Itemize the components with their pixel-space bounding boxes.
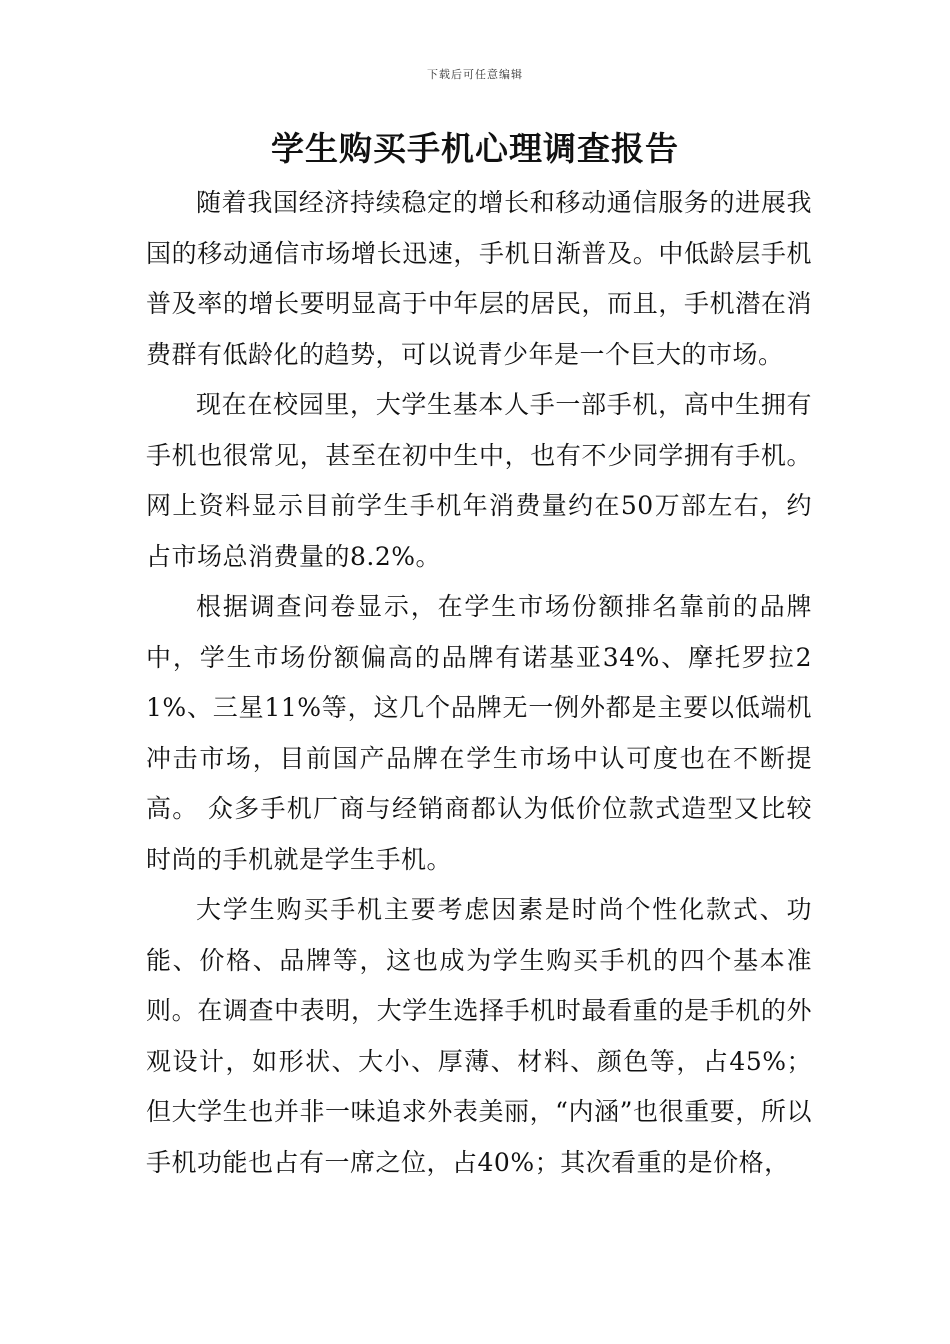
document-title: 学生购买手机心理调查报告	[271, 129, 679, 168]
paragraph-1: 随着我国经济持续稳定的增长和移动通信服务的进展我国的移动通信市场增长迅速，手机日渐普及。中低龄层手机普及率的增长要明显高于中年层的居民，而且，手机潜在消费群有低龄化的趋势，可以说青少年是一个巨大的市场。	[146, 188, 812, 369]
paragraph-3: 根据调查问卷显示，在学生市场份额排名靠前的品牌中，学生市场份额偏高的品牌有诺基亚34%、摩托罗拉21%、三星11%等，这几个品牌无一例外都是主要以低端机冲击市场，目前国产品牌在学生市场中认可度也在不断提高。 众多手机厂商与经销商都认为低价位款式造型又比较时尚的手机就是学生手机。	[146, 592, 812, 874]
header-note: 下载后可任意编辑	[427, 68, 523, 81]
paragraph-4: 大学生购买手机主要考虑因素是时尚个性化款式、功能、价格、品牌等，这也成为学生购买手机的四个基本准则。在调查中表明，大学生选择手机时最看重的是手机的外观设计，如形状、大小、厚薄、材料、颜色等，占45%；但大学生也并非一味追求外表美丽，“内涵”也很重要，所以手机功能也占有一席之位，占40%；其次看重的是价格，	[146, 895, 812, 1177]
document-body	[146, 178, 812, 1188]
paragraph-2: 现在在校园里，大学生基本人手一部手机，高中生拥有手机也很常见，甚至在初中生中，也有不少同学拥有手机。网上资料显示目前学生手机年消费量约在50万部左右，约占市场总消费量的8.2%。	[146, 390, 812, 571]
